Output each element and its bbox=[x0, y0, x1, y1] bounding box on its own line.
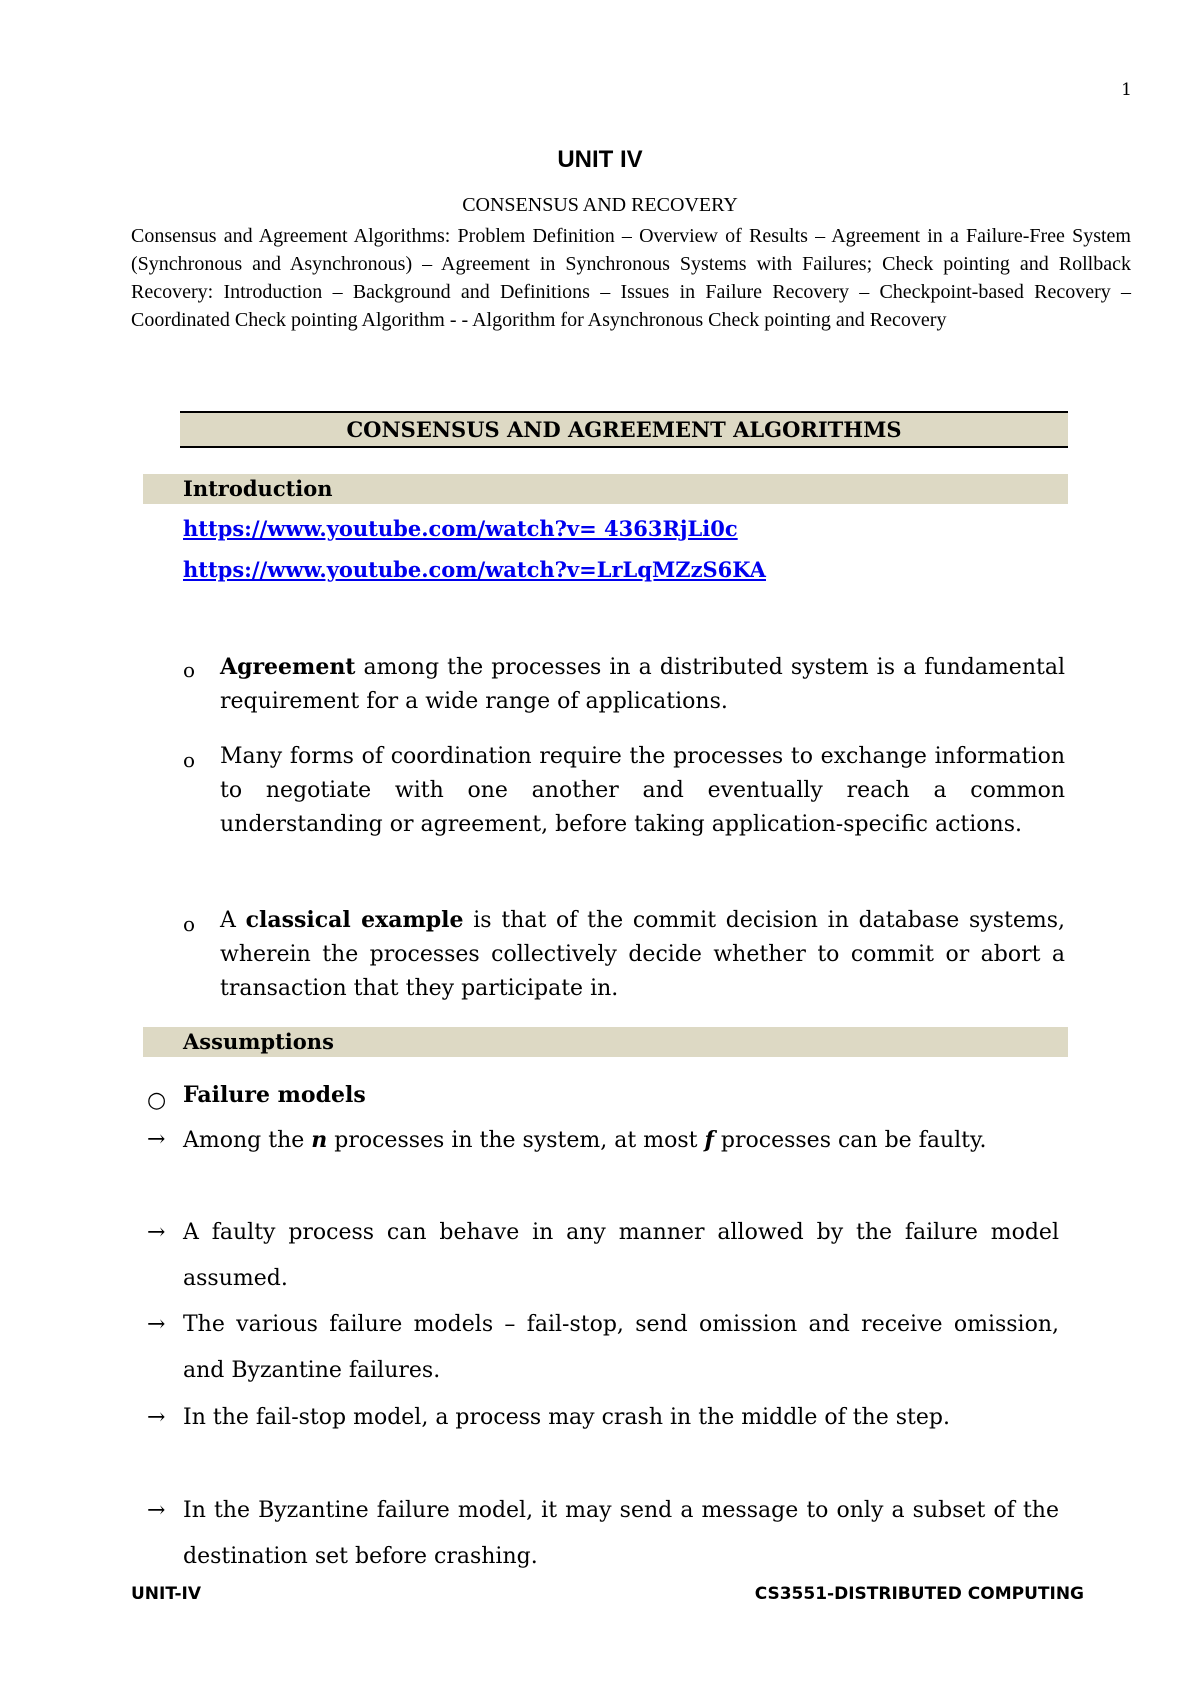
bullet-text: among the processes in a distributed system is a fundamental requirement for a wide range of applications. bbox=[220, 655, 1065, 714]
arrow-icon: → bbox=[147, 1498, 166, 1523]
item-text: A faulty process can behave in any manner allowed by the failure model assumed. bbox=[183, 1220, 1059, 1291]
failure-models-subheading: Failure models bbox=[183, 1082, 366, 1108]
introduction-heading: Introduction bbox=[143, 474, 1068, 504]
failure-model-item bbox=[147, 1488, 1059, 1580]
intro-bullet-agreement bbox=[220, 650, 1065, 719]
item-text: In the Byzantine failure model, it may send a message to only a subset of the destination set before crashing. bbox=[183, 1498, 1059, 1569]
bullet-text: is that of the commit decision in database systems, wherein the processes collectively decide whether to commit or abort a transaction that they participate in. bbox=[220, 908, 1066, 1001]
bullet-marker: o bbox=[183, 658, 196, 682]
intro-bullet-example bbox=[220, 903, 1065, 1006]
arrow-icon: → bbox=[147, 1312, 166, 1337]
arrow-icon: → bbox=[147, 1127, 166, 1152]
unit-title: UNIT IV bbox=[557, 146, 643, 173]
circle-bullet-icon: ○ bbox=[147, 1088, 167, 1113]
failure-model-item bbox=[147, 1117, 1059, 1164]
unit-subtitle: CONSENSUS AND RECOVERY bbox=[462, 194, 738, 216]
footer-unit: UNIT-IV bbox=[131, 1584, 201, 1604]
item-text: The various failure models – fail-stop, send omission and receive omission, and Byzantine failures. bbox=[183, 1312, 1059, 1383]
arrow-icon: → bbox=[147, 1405, 166, 1430]
syllabus-paragraph: Consensus and Agreement Algorithms: Problem Definition – Overview of Results – Agreement in a Failure-Free System (Synchronous and Asynchronous) – Agreement in Synchronous Systems with Failures; Check pointing and Rollback Recovery: Introduction – Background and Definitions – Issues in Failure Recovery – Checkpoint-based Recovery – Coordinated Check pointing Algorithm - - Algorithm for Asynchronous Check pointing and Recovery bbox=[131, 225, 1131, 331]
bullet-text: A bbox=[220, 908, 246, 933]
failure-model-item bbox=[147, 1302, 1059, 1394]
intro-bullet-coordination: Many forms of coordination require the processes to exchange information to negotiate with one another and eventually reach a common understanding or agreement, before taking application-specific actions. bbox=[220, 744, 1065, 837]
arrow-icon: → bbox=[147, 1220, 166, 1245]
failure-model-item bbox=[147, 1210, 1059, 1302]
video-link-1[interactable]: https://www.youtube.com/watch?v= 4363RjLi0c bbox=[183, 516, 738, 541]
assumptions-heading: Assumptions bbox=[143, 1027, 1068, 1057]
bold-term: classical example bbox=[245, 907, 464, 933]
item-text: Among the n processes in the system, at most f processes can be faulty. bbox=[183, 1127, 987, 1153]
bullet-marker: o bbox=[183, 748, 196, 772]
item-text: In the fail-stop model, a process may crash in the middle of the step. bbox=[183, 1405, 950, 1430]
section-banner: CONSENSUS AND AGREEMENT ALGORITHMS bbox=[180, 411, 1068, 448]
failure-model-item bbox=[147, 1395, 1059, 1441]
variable-f: f bbox=[704, 1127, 714, 1153]
page-number: 1 bbox=[1121, 80, 1132, 100]
footer-course: CS3551-DISTRIBUTED COMPUTING bbox=[754, 1584, 1084, 1604]
variable-n: n bbox=[311, 1127, 328, 1153]
bullet-marker: o bbox=[183, 912, 196, 936]
video-link-2[interactable]: https://www.youtube.com/watch?v=LrLqMZzS6KA bbox=[183, 557, 766, 582]
bold-term: Agreement bbox=[220, 654, 356, 680]
